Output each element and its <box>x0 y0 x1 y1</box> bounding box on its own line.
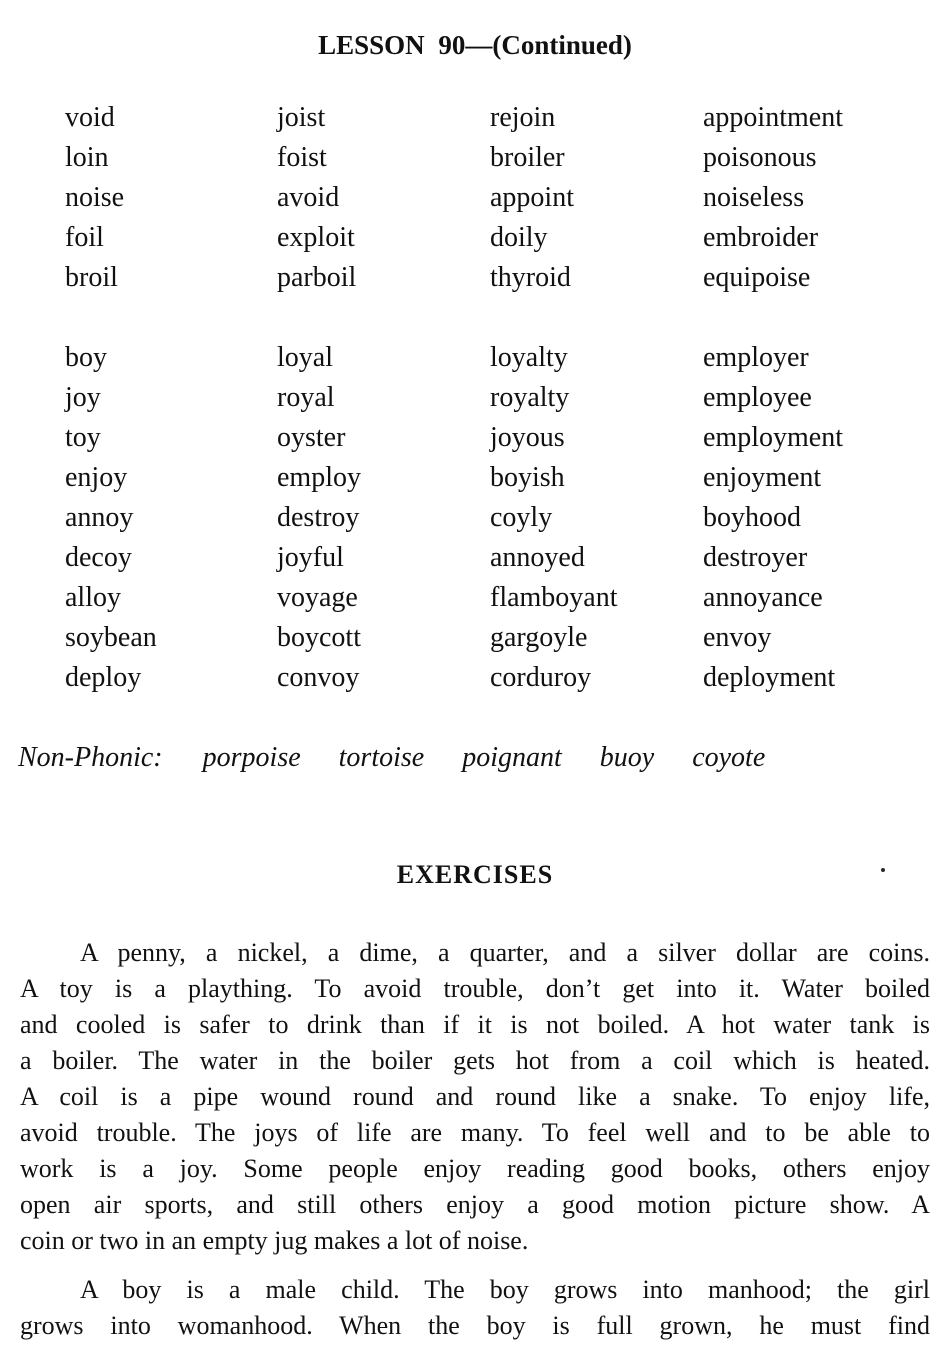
word: broiler <box>490 142 565 173</box>
word: toy <box>65 422 101 453</box>
word-row <box>65 178 950 218</box>
word: loyalty <box>490 342 568 373</box>
word: loyal <box>277 342 333 373</box>
word: boyish <box>490 462 565 493</box>
paragraph-line: A toy is a plaything. To avoid trouble, don’t get into it. Water boiled <box>20 974 930 1003</box>
non-phonic-words <box>203 740 766 776</box>
word: enjoyment <box>703 462 822 493</box>
non-phonic-word: tortoise <box>338 742 425 773</box>
word-row <box>65 138 950 178</box>
word: gargoyle <box>490 622 588 653</box>
word: joyful <box>277 542 344 573</box>
word: coyly <box>490 502 553 533</box>
paragraph-line: A boy is a male child. The boy grows into manhood; the girl <box>80 1275 930 1304</box>
word: destroy <box>277 502 360 533</box>
exercises-heading: EXERCISES <box>396 860 554 889</box>
word: joyous <box>490 422 565 453</box>
word: convoy <box>277 662 360 693</box>
word-row <box>65 258 950 298</box>
word: employ <box>277 462 361 493</box>
paragraph-line: and cooled is safer to drink than if it is not boiled. A hot water tank is <box>20 1010 930 1039</box>
non-phonic-word: poignant <box>462 742 562 773</box>
word: annoyed <box>490 542 585 573</box>
word: void <box>65 102 115 133</box>
word: employment <box>703 422 843 453</box>
word: foist <box>277 142 327 173</box>
paragraph-line: A penny, a nickel, a dime, a quarter, and a silver dollar are coins. <box>80 938 930 967</box>
word: exploit <box>277 222 355 253</box>
word: alloy <box>65 582 121 613</box>
word: doily <box>490 222 548 253</box>
word: avoid <box>277 182 340 213</box>
word: royalty <box>490 382 570 413</box>
paragraph-line: grows into womanhood. When the boy is full grown, he must find <box>20 1311 930 1340</box>
word: envoy <box>703 622 772 653</box>
word: deployment <box>703 662 836 693</box>
word: royal <box>277 382 335 413</box>
word: embroider <box>703 222 819 253</box>
word: soybean <box>65 622 157 653</box>
word-list-group-2 <box>65 338 950 698</box>
word-row <box>65 378 950 418</box>
word: boyhood <box>703 502 801 533</box>
non-phonic-line <box>18 740 930 776</box>
exercise-paragraph <box>20 1272 930 1344</box>
non-phonic-word: porpoise <box>202 742 301 773</box>
paragraph-line: a boiler. The water in the boiler gets hot from a coil which is heated. <box>20 1046 930 1075</box>
word: flamboyant <box>490 582 618 613</box>
word-row <box>65 458 950 498</box>
word: decoy <box>65 542 132 573</box>
word: destroyer <box>703 542 808 573</box>
word: appointment <box>703 102 843 133</box>
ink-speck-artifact <box>881 868 885 872</box>
non-phonic-word: coyote <box>692 742 766 773</box>
word-row <box>65 418 950 458</box>
non-phonic-label: Non-Phonic: <box>18 742 163 773</box>
word: broil <box>65 262 118 293</box>
word-list-group-1 <box>65 98 950 298</box>
word: parboil <box>277 262 357 293</box>
paragraph-line: work is a joy. Some people enjoy reading good books, others enjoy <box>20 1154 930 1183</box>
word: noiseless <box>703 182 805 213</box>
word: annoy <box>65 502 134 533</box>
word: appoint <box>490 182 574 213</box>
exercise-paragraph <box>20 935 930 1259</box>
word-row <box>65 658 950 698</box>
word: foil <box>65 222 104 253</box>
word: annoyance <box>703 582 823 613</box>
paragraph-line: A coil is a pipe wound round and round like a snake. To enjoy life, <box>20 1082 930 1111</box>
word: joy <box>65 382 101 413</box>
word-row <box>65 98 950 138</box>
word: enjoy <box>65 462 128 493</box>
word: oyster <box>277 422 346 453</box>
word-row <box>65 218 950 258</box>
non-phonic-word: buoy <box>599 742 655 773</box>
word: poisonous <box>703 142 817 173</box>
word: deploy <box>65 662 142 693</box>
paragraph-line: open air sports, and still others enjoy a good motion picture show. A <box>20 1190 930 1219</box>
exercise-paragraphs <box>20 935 930 1344</box>
word: employer <box>703 342 809 373</box>
word-row <box>65 578 950 618</box>
word: employee <box>703 382 812 413</box>
word-row <box>65 538 950 578</box>
paragraph-line: coin or two in an empty jug makes a lot of noise. <box>20 1226 529 1255</box>
lesson-title: LESSON 90—(Continued) <box>318 30 632 60</box>
word: thyroid <box>490 262 571 293</box>
word-row <box>65 498 950 538</box>
word: corduroy <box>490 662 592 693</box>
word-row <box>65 618 950 658</box>
word-row <box>65 338 950 378</box>
word: voyage <box>277 582 358 613</box>
word: equipoise <box>703 262 811 293</box>
paragraph-line: avoid trouble. The joys of life are many. To feel well and to be able to <box>20 1118 930 1147</box>
word: boycott <box>277 622 361 653</box>
word: rejoin <box>490 102 556 133</box>
word: boy <box>65 342 107 373</box>
word: noise <box>65 182 125 213</box>
word: joist <box>277 102 326 133</box>
word: loin <box>65 142 109 173</box>
